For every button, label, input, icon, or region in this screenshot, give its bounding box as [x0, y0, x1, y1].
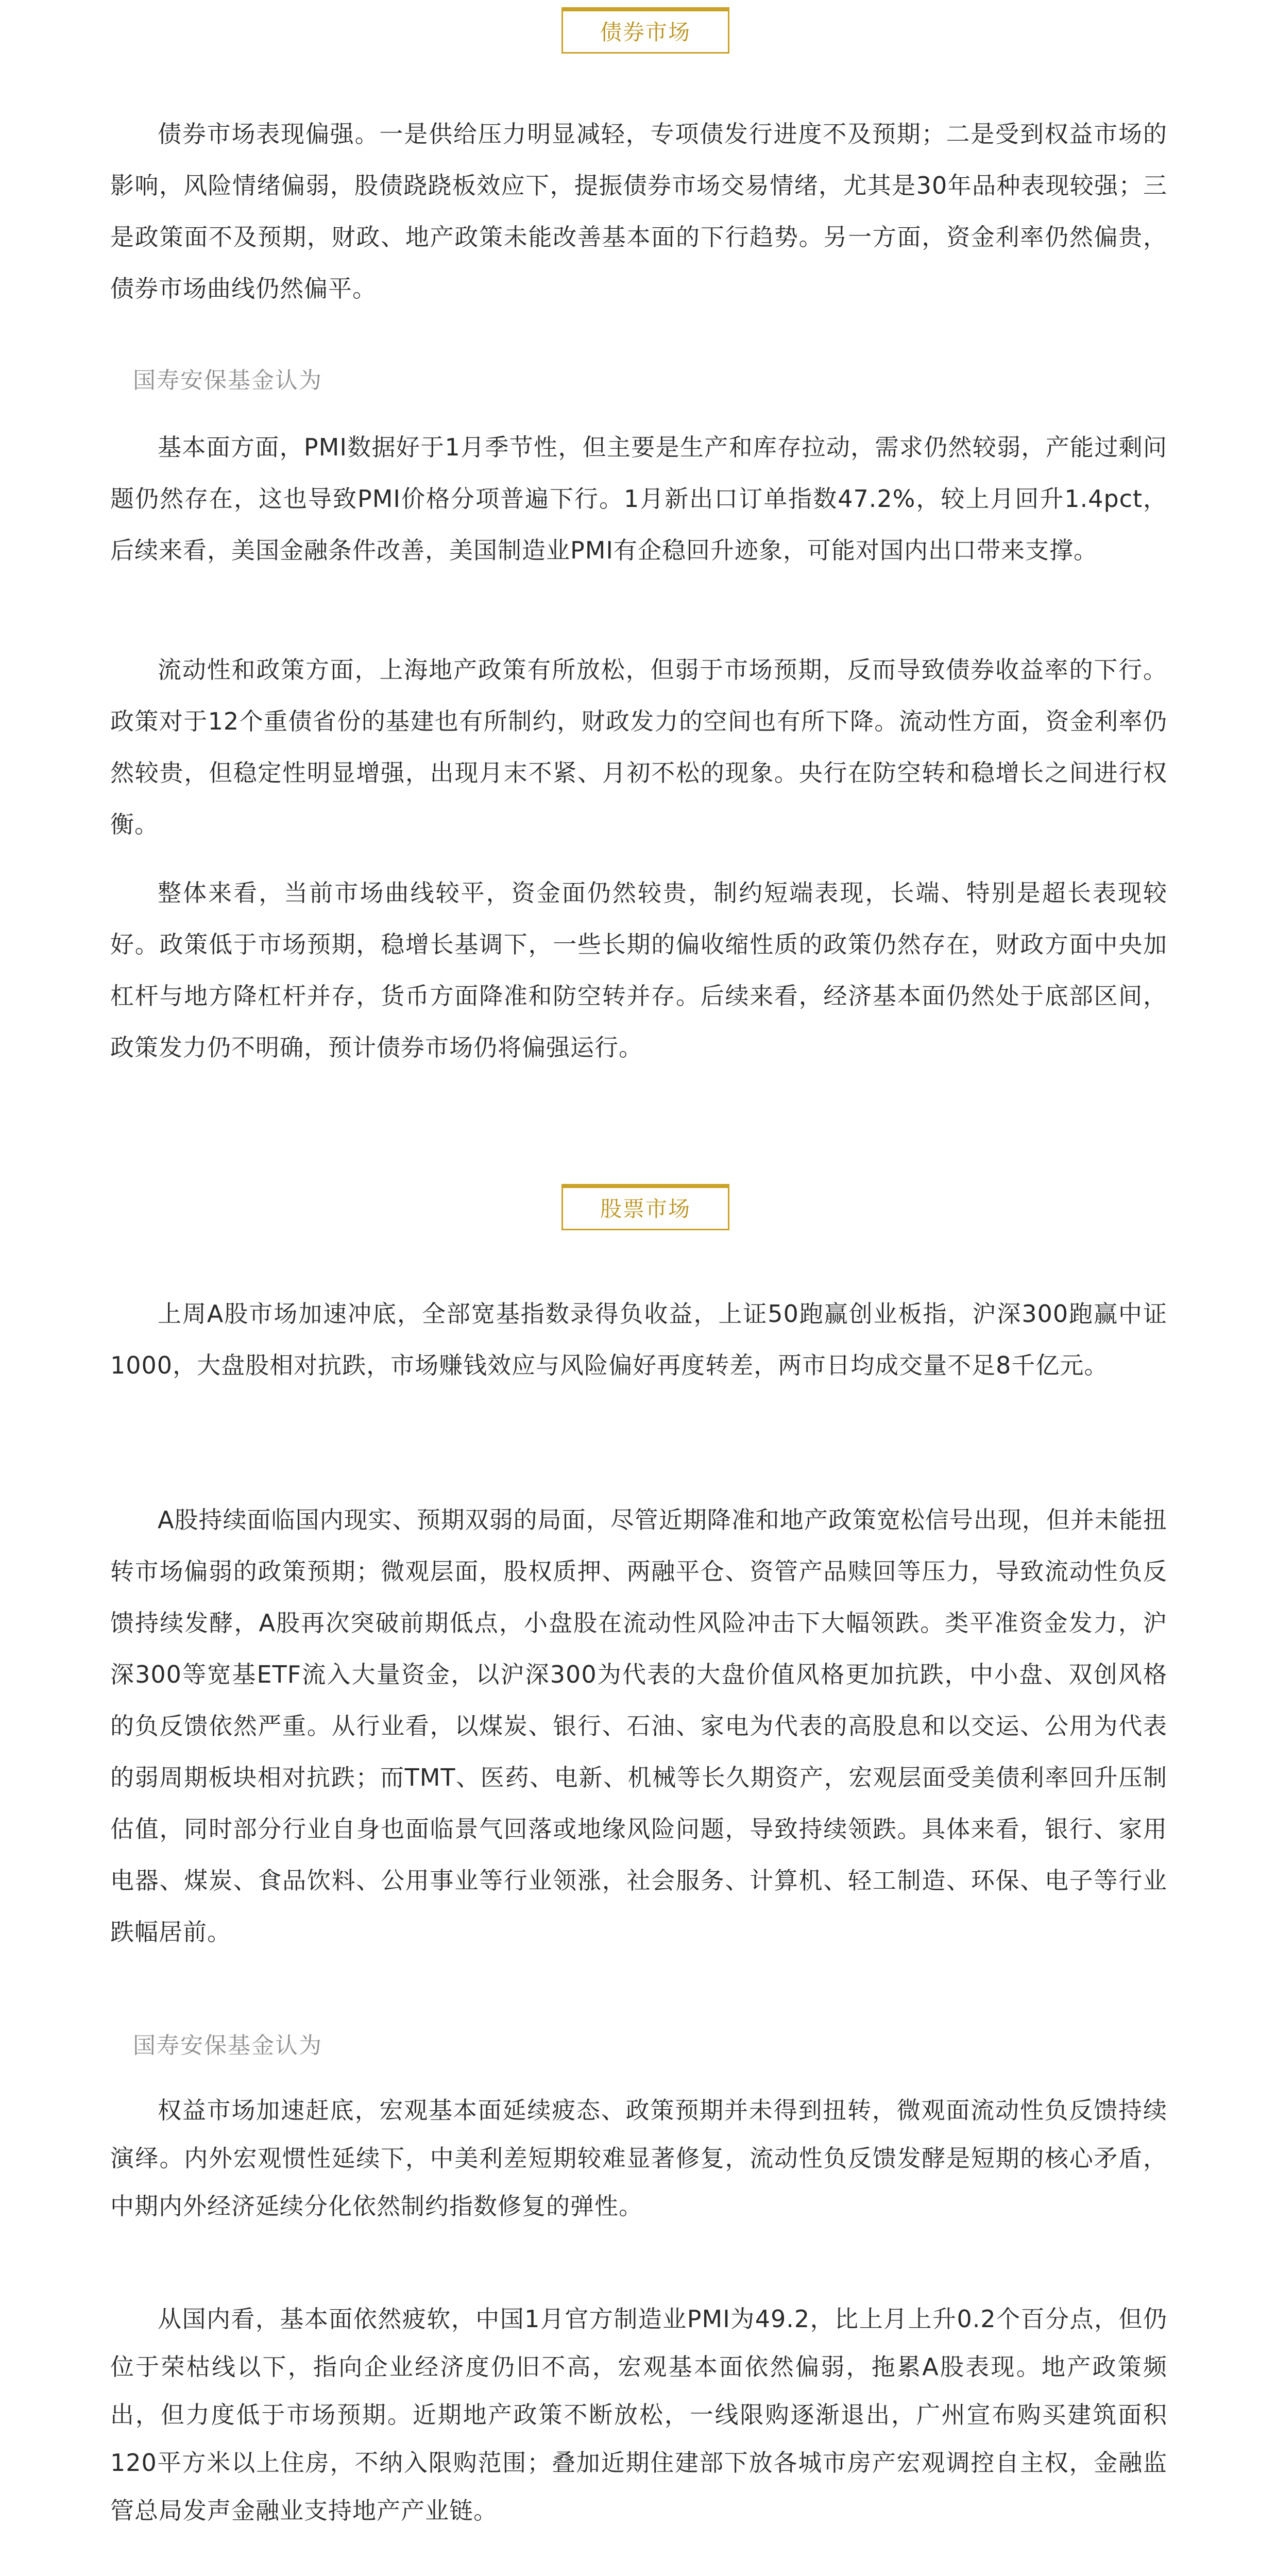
bond-paragraph-summary: 整体来看，当前市场曲线较平，资金面仍然较贵，制约短端表现，长端、特别是超长表现较好。政策低于市场预期，稳增长基调下，一些长期的偏收缩性质的政策仍然存在，财政方面中央加杠杆与地方降杠杆并存，货币方面降准和防空转并存。后续来看，经济基本面仍然处于底部区间，政策发力仍不明确，预计债券市场仍将偏强运行。	[110, 879, 1167, 1061]
header-accent-bar	[561, 1184, 729, 1188]
section-title: 债券市场	[561, 11, 729, 54]
section-header-bond	[561, 7, 729, 54]
stock-paragraph-domestic: 从国内看，基本面依然疲软，中国1月官方制造业PMI为49.2，比上月上升0.2个百分点，但仍位于荣枯线以下，指向企业经济度仍旧不高，宏观基本面依然偏弱，拖累A股表现。地产政策频出，但力度低于市场预期。近期地产政策不断放松，一线限购逐渐退出，广州宣布购买建筑面积120平方米以上住房，不纳入限购范围；叠加近期住建部下放各城市房产宏观调控自主权，金融监管总局发声金融业支持地产产业链。	[110, 2305, 1167, 2524]
bond-paragraph-fundamentals: 基本面方面，PMI数据好于1月季节性，但主要是生产和库存拉动，需求仍然较弱，产能过剩问题仍然存在，这也导致PMI价格分项普遍下行。1月新出口订单指数47.2%，较上月回升1.4pct，后续来看，美国金融条件改善，美国制造业PMI有企稳回升迹象，可能对国内出口带来支撑。	[110, 433, 1167, 564]
stock-intro-paragraph: 上周A股市场加速冲底，全部宽基指数录得负收益，上证50跑赢创业板指，沪深300跑赢中证1000，大盘股相对抗跌，市场赚钱效应与风险偏好再度转差，两市日均成交量不足8千亿元。	[110, 1300, 1167, 1379]
bond-intro-paragraph: 债券市场表现偏强。一是供给压力明显减轻，专项债发行进度不及预期；二是受到权益市场的影响，风险情绪偏弱，股债跷跷板效应下，提振债券市场交易情绪，尤其是30年品种表现较强；三是政策面不及预期，财政、地产政策未能改善基本面的下行趋势。另一方面，资金利率仍然偏贵，债券市场曲线仍然偏平。	[110, 120, 1167, 302]
bond-paragraph-liquidity: 流动性和政策方面，上海地产政策有所放松，但弱于市场预期，反而导致债券收益率的下行。政策对于12个重债省份的基建也有所制约，财政发力的空间也有所下降。流动性方面，资金利率仍然较贵，但稳定性明显增强，出现月末不紧、月初不松的现象。央行在防空转和稳增长之间进行权衡。	[110, 656, 1167, 838]
bond-opinion-label: 国寿安保基金认为	[133, 367, 322, 394]
stock-opinion-label: 国寿安保基金认为	[133, 2032, 322, 2059]
header-accent-bar	[561, 7, 729, 11]
section-header-stock	[561, 1184, 729, 1230]
section-title: 股票市场	[561, 1188, 729, 1230]
stock-detail-paragraph: A股持续面临国内现实、预期双弱的局面，尽管近期降准和地产政策宽松信号出现，但并未能扭转市场偏弱的政策预期；微观层面，股权质押、两融平仓、资管产品赎回等压力，导致流动性负反馈持续发酵，A股再次突破前期低点，小盘股在流动性风险冲击下大幅领跌。类平准资金发力，沪深300等宽基ETF流入大量资金，以沪深300为代表的大盘价值风格更加抗跌，中小盘、双创风格的负反馈依然严重。从行业看，以煤炭、银行、石油、家电为代表的高股息和以交运、公用为代表的弱周期板块相对抗跌；而TMT、医药、电新、机械等长久期资产，宏观层面受美债利率回升压制估值，同时部分行业自身也面临景气回落或地缘风险问题，导致持续领跌。具体来看，银行、家用电器、煤炭、食品饮料、公用事业等行业领涨，社会服务、计算机、轻工制造、环保、电子等行业跌幅居前。	[110, 1506, 1167, 1946]
stock-paragraph-overview: 权益市场加速赶底，宏观基本面延续疲态、政策预期并未得到扭转，微观面流动性负反馈持续演绎。内外宏观惯性延续下，中美利差短期较难显著修复，流动性负反馈发酵是短期的核心矛盾，中期内外经济延续分化依然制约指数修复的弹性。	[110, 2096, 1167, 2220]
